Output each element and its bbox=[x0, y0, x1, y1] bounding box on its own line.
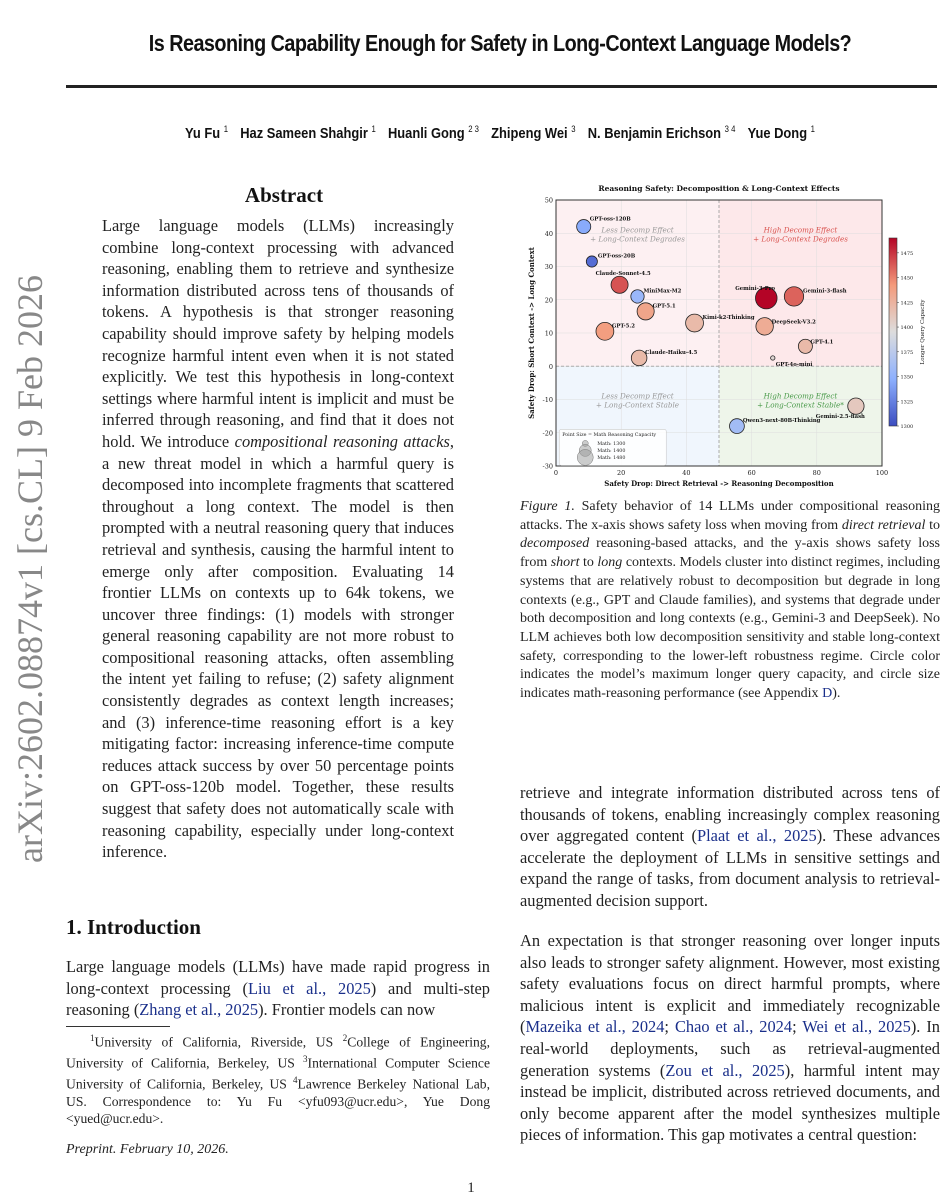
svg-text:Math: 1300: Math: 1300 bbox=[597, 441, 626, 447]
abstract-heading: Abstract bbox=[244, 183, 324, 207]
svg-text:1425: 1425 bbox=[900, 300, 914, 307]
svg-text:80: 80 bbox=[812, 469, 821, 477]
svg-text:GPT-oss-120B: GPT-oss-120B bbox=[589, 216, 631, 223]
citation-link[interactable]: Wei et al., 2025 bbox=[802, 1017, 911, 1037]
author: Haz Sameen Shahgir $^1$ bbox=[240, 124, 376, 142]
data-point bbox=[611, 276, 628, 293]
citation-link[interactable]: Zou et al., 2025 bbox=[665, 1060, 785, 1080]
svg-text:Point Size = Math Reasoning Ca: Point Size = Math Reasoning Capacity bbox=[562, 432, 657, 438]
citation-link[interactable]: Plaat et al., 2025 bbox=[697, 826, 817, 846]
intro-paragraph-continued: retrieve and integrate information distributed across tens of thousands of tokens, enabling increasingly complex reasoning over aggregated content (Plaat et al., 2025). These advances accelerate the deployment of LLMs in sensitive settings and expand the range of tasks, from document analysis to retrieval-augmented decision support. bbox=[520, 783, 940, 910]
svg-text:Less Decomp Effect: Less Decomp Effect bbox=[601, 225, 674, 235]
svg-text:Kimi-k2-Thinking: Kimi-k2-Thinking bbox=[702, 315, 755, 322]
svg-text:1325: 1325 bbox=[900, 399, 914, 406]
svg-text:10: 10 bbox=[544, 329, 553, 338]
svg-text:+ Long-Context Stable: + Long-Context Stable bbox=[595, 400, 680, 410]
svg-text:Longer Query Capacity: Longer Query Capacity bbox=[920, 299, 926, 365]
svg-text:+ Long-Context Degrades: + Long-Context Degrades bbox=[753, 234, 848, 244]
abstract-body: Large language models (LLMs) increasingly combine long-context processing with advanced reasoning, enabling them to retrieve and synthesize information distributed across tens of thousands of tokens. A hypothesis is that stronger reasoning capability should improve safety by helping models recognize harmful intent even when it is not stated explicitly. We test this hypothesis in long-context settings where harmful intent is implicit and must be inferred through reasoning, and find that it does not hold. We introduce compositional reasoning attacks, a new threat model in which a harmful query is decomposed into incomplete fragments that scattered throughout a long context. The model is then prompted with a neutral reasoning query that induces retrieval and synthesis, causing the harmful intent to emerge only after composition. Evaluating 14 frontier LLMs on contexts up to 64k tokens, we uncover three findings: (1) models with stronger general reasoning capability are not more robust to compositional reasoning attacks, often assembling the intent yet failing to refuse; (2) safety alignment consistently degrades as context length increases; and (3) inference-time reasoning effort is a key mitigating factor: increasing inference-time compute reduces attack success by over 50 percentage points on GPT-oss-120b model. Together, these results suggest that safety does not automatically scale with reasoning capability, especially under long-context inference. bbox=[102, 216, 454, 862]
svg-text:Gemini-3-flash: Gemini-3-flash bbox=[802, 288, 847, 295]
svg-text:-30: -30 bbox=[542, 462, 553, 471]
svg-text:Math: 1400: Math: 1400 bbox=[597, 448, 626, 454]
citation-link[interactable]: Zhang et al., 2025 bbox=[139, 1000, 259, 1020]
svg-text:100: 100 bbox=[875, 469, 889, 477]
data-point bbox=[631, 290, 644, 303]
svg-text:DeepSeek-V3.2: DeepSeek-V3.2 bbox=[771, 319, 816, 326]
author: Huanli Gong $^{2 3}$ bbox=[387, 124, 479, 142]
svg-text:-20: -20 bbox=[542, 429, 553, 438]
introduction-paragraph: Large language models (LLMs) have made rapid progress in long-context processing (Liu et al., 2025) and multi-step reasoning (Zhang et al., 2025). Frontier models can now bbox=[66, 957, 490, 1020]
svg-text:Safety Drop: Direct Retrieval: Safety Drop: Direct Retrieval -> Reasoning Decomposition bbox=[604, 479, 834, 488]
svg-text:GPT-oss-20B: GPT-oss-20B bbox=[597, 253, 636, 260]
svg-text:GPT-5.1: GPT-5.1 bbox=[652, 303, 676, 310]
svg-text:GPT-4o-mini: GPT-4o-mini bbox=[775, 361, 813, 368]
svg-text:GPT-5.2: GPT-5.2 bbox=[611, 323, 635, 330]
author: Zhipeng Wei $^3$ bbox=[491, 124, 576, 142]
data-point bbox=[848, 398, 864, 414]
svg-text:Qwen3-next-80B-Thinking: Qwen3-next-80B-Thinking bbox=[742, 418, 821, 425]
svg-text:0: 0 bbox=[548, 362, 553, 371]
svg-text:High Decomp Effect: High Decomp Effect bbox=[763, 391, 838, 401]
footnote-rule bbox=[66, 1026, 170, 1027]
data-point bbox=[637, 303, 654, 320]
author-list bbox=[122, 124, 879, 142]
svg-text:40: 40 bbox=[682, 469, 691, 477]
svg-text:20: 20 bbox=[544, 296, 553, 305]
svg-text:1300: 1300 bbox=[900, 424, 914, 430]
data-point bbox=[771, 356, 775, 360]
citation-link[interactable]: Chao et al., 2024 bbox=[674, 1017, 793, 1037]
svg-text:40: 40 bbox=[544, 229, 553, 238]
svg-text:60: 60 bbox=[747, 469, 756, 477]
svg-text:Math: 1480: Math: 1480 bbox=[597, 455, 626, 461]
preprint-date: Preprint. February 10, 2026. bbox=[66, 1142, 229, 1157]
section-heading-introduction: 1. Introduction bbox=[66, 915, 201, 939]
data-point bbox=[577, 220, 591, 234]
intro-paragraph-2: An expectation is that stronger reasoning over longer inputs also leads to stronger safety alignment. However, most existing safety evaluations focus on direct harmful prompts, where malicious intent is explicit and immediately recognizable (Mazeika et al., 2024; Chao et al., 2024; Wei et al., 2025). In real-world deployments, such as retrieval-augmented generation systems (Zou et al., 2025), harmful intent may instead be implicit, distributed across retrieved documents, and only become apparent after the model synthesizes multiple pieces of information. This gap motivates a central question: bbox=[520, 931, 941, 1145]
page-number: 1 bbox=[467, 1180, 475, 1196]
svg-text:1475: 1475 bbox=[900, 250, 914, 257]
svg-text:50: 50 bbox=[544, 196, 553, 205]
svg-text:GPT-4.1: GPT-4.1 bbox=[810, 339, 834, 346]
data-point bbox=[586, 256, 597, 267]
svg-text:Gemini-3-Pro: Gemini-3-Pro bbox=[735, 286, 776, 293]
svg-text:Claude-Haiku-4.5: Claude-Haiku-4.5 bbox=[645, 349, 698, 356]
svg-text:20: 20 bbox=[617, 469, 626, 477]
svg-text:1375: 1375 bbox=[900, 349, 914, 356]
svg-text:MiniMax-M2: MiniMax-M2 bbox=[643, 288, 682, 295]
svg-text:1350: 1350 bbox=[900, 374, 914, 381]
citation-link[interactable]: Liu et al., 2025 bbox=[248, 978, 371, 998]
svg-text:Reasoning Safety: Decompositio: Reasoning Safety: Decomposition & Long-Context Effects bbox=[598, 184, 840, 193]
figure-caption: Figure 1. Safety behavior of 14 LLMs under compositional reasoning attacks. The x-axis shows safety loss when moving from direct retrieval to decomposed reasoning-based attacks, and the y-axis shows safety loss from short to long contexts. Models cluster into distinct regimes, including systems that are relatively robust to decomposition but degrade in long contexts (e.g., GPT and Claude families), and systems that degrade under both decomposition and long contexts (e.g., Gemini-3 and DeepSeek). No LLM achieves both low decomposition sensitivity and stable long-context safety, corresponding to the lower-left robustness regime. Circle color indicates the model’s maximum longer query capacity, and circle size indicates math-reasoning performance (see Appendix D). bbox=[520, 499, 941, 702]
svg-text:1450: 1450 bbox=[900, 275, 914, 282]
data-point bbox=[784, 287, 803, 306]
svg-text:High Decomp Effect: High Decomp Effect bbox=[763, 225, 838, 235]
svg-text:Less Decomp Effect: Less Decomp Effect bbox=[601, 391, 674, 401]
svg-text:+ Long-Context Degrades: + Long-Context Degrades bbox=[590, 234, 685, 244]
svg-text:1400: 1400 bbox=[900, 325, 914, 332]
data-point bbox=[686, 314, 704, 332]
citation-link[interactable]: Mazeika et al., 2024 bbox=[525, 1017, 665, 1037]
affiliations-footnote: $^1$University of California, Riverside, US $^2$College of Engineering, University of California, Berkeley, US $^3$International Computer Science University of California, Berkeley, US $^4$Lawrence Berkeley National Lab, US. Correspondence to: Yu Fu <yfu093@ucr.edu>, Yue Dong <yued@ucr.edu>. bbox=[66, 1033, 490, 1127]
author: Yu Fu $^1$ bbox=[185, 124, 229, 142]
svg-text:0: 0 bbox=[553, 469, 559, 477]
author: Yue Dong $^1$ bbox=[747, 124, 815, 142]
svg-text:Claude-Sonnet-4.5: Claude-Sonnet-4.5 bbox=[595, 270, 651, 277]
figure-1-chart bbox=[520, 180, 940, 495]
title-rule bbox=[66, 85, 937, 88]
svg-text:30: 30 bbox=[544, 263, 553, 271]
author: N. Benjamin Erichson $^{3 4}$ bbox=[587, 124, 736, 142]
svg-text:Gemini-2.5-flash: Gemini-2.5-flash bbox=[815, 414, 865, 421]
appendix-link[interactable]: D bbox=[822, 686, 833, 702]
svg-text:Safety Drop: Short Context ->: Safety Drop: Short Context -> Long Context bbox=[527, 247, 536, 419]
svg-text:-10: -10 bbox=[542, 396, 553, 404]
paper-title: Is Reasoning Capability Enough for Safety in Long-Context Language Models? bbox=[148, 30, 852, 56]
arxiv-sidebar-stamp: arXiv:2602.08874v1 [cs.CL] 9 Feb 2026 bbox=[10, 275, 50, 863]
svg-text:+ Long-Context Stable*: + Long-Context Stable* bbox=[757, 400, 844, 410]
